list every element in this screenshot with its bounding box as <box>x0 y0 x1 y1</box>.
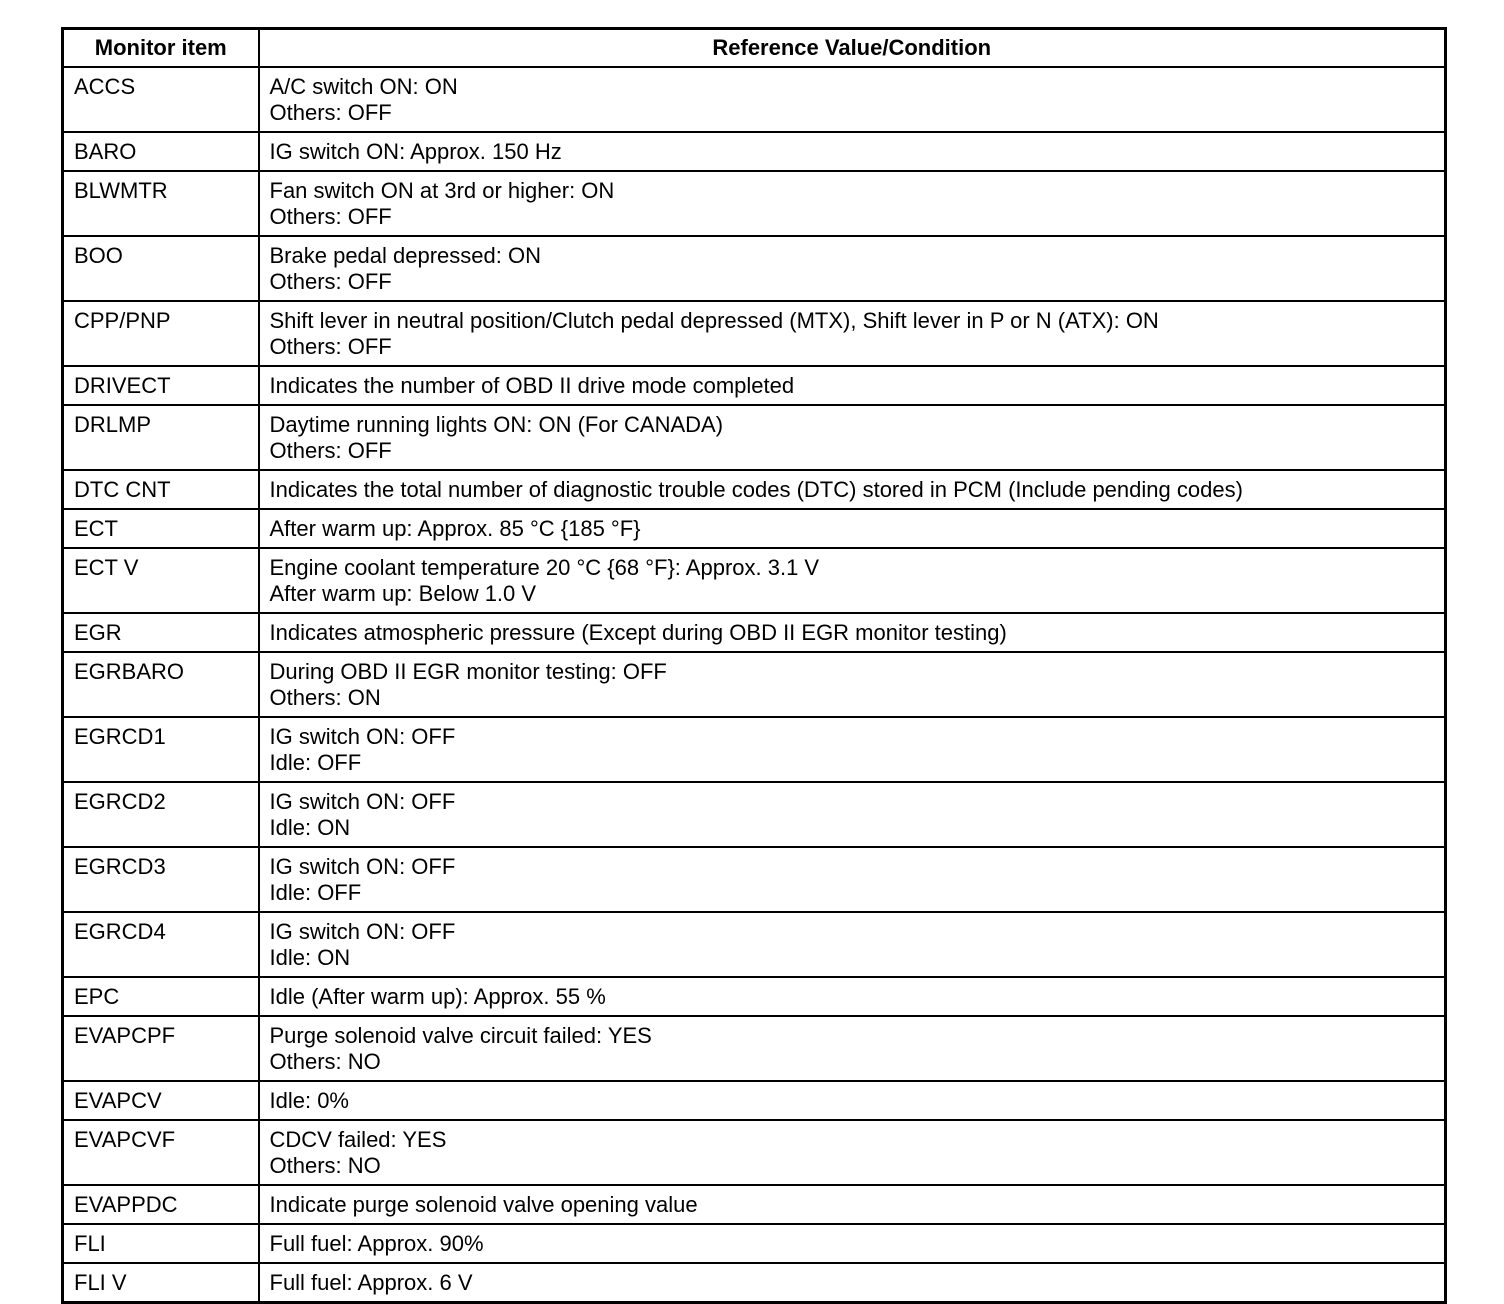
table-row <box>63 171 1446 236</box>
monitor-item-cell: EGRCD2 <box>63 782 259 847</box>
monitor-item-cell: EVAPCPF <box>63 1016 259 1081</box>
reference-value-cell: Brake pedal depressed: ON Others: OFF <box>259 236 1446 301</box>
monitor-item-cell: FLI <box>63 1224 259 1263</box>
table-row <box>63 847 1446 912</box>
monitor-item-cell: EGR <box>63 613 259 652</box>
table-body <box>63 67 1446 1303</box>
monitor-item-cell: FLI V <box>63 1263 259 1303</box>
table-row <box>63 366 1446 405</box>
table-header <box>63 29 1446 68</box>
reference-value-cell: During OBD II EGR monitor testing: OFF Others: ON <box>259 652 1446 717</box>
reference-value-cell: Shift lever in neutral position/Clutch pedal depressed (MTX), Shift lever in P or N (ATX): ON Others: OFF <box>259 301 1446 366</box>
monitor-item-cell: EGRBARO <box>63 652 259 717</box>
table-row <box>63 1016 1446 1081</box>
monitor-item-cell: ACCS <box>63 67 259 132</box>
monitor-reference-table <box>61 27 1447 1304</box>
reference-value-cell: Idle: 0% <box>259 1081 1446 1120</box>
table-row <box>63 977 1446 1016</box>
table-row <box>63 652 1446 717</box>
table-row <box>63 782 1446 847</box>
table-row <box>63 470 1446 509</box>
table-row <box>63 613 1446 652</box>
reference-value-cell: Full fuel: Approx. 6 V <box>259 1263 1446 1303</box>
reference-value-cell: Daytime running lights ON: ON (For CANADA) Others: OFF <box>259 405 1446 470</box>
monitor-item-cell: EVAPCVF <box>63 1120 259 1185</box>
reference-value-cell: Indicates atmospheric pressure (Except during OBD II EGR monitor testing) <box>259 613 1446 652</box>
reference-value-cell: Idle (After warm up): Approx. 55 % <box>259 977 1446 1016</box>
monitor-item-cell: ECT V <box>63 548 259 613</box>
monitor-item-cell: DRIVECT <box>63 366 259 405</box>
monitor-item-cell: EVAPCV <box>63 1081 259 1120</box>
table-row <box>63 1224 1446 1263</box>
reference-value-cell: After warm up: Approx. 85 °C {185 °F} <box>259 509 1446 548</box>
reference-value-cell: IG switch ON: OFF Idle: OFF <box>259 847 1446 912</box>
table-row <box>63 1120 1446 1185</box>
monitor-item-cell: DTC CNT <box>63 470 259 509</box>
table-row <box>63 236 1446 301</box>
table-row <box>63 405 1446 470</box>
reference-value-cell: IG switch ON: OFF Idle: ON <box>259 782 1446 847</box>
reference-value-cell: IG switch ON: Approx. 150 Hz <box>259 132 1446 171</box>
table-row <box>63 912 1446 977</box>
reference-value-cell: A/C switch ON: ON Others: OFF <box>259 67 1446 132</box>
monitor-item-cell: BOO <box>63 236 259 301</box>
table-row <box>63 301 1446 366</box>
table-row <box>63 548 1446 613</box>
reference-value-cell: Full fuel: Approx. 90% <box>259 1224 1446 1263</box>
table-row <box>63 509 1446 548</box>
monitor-item-cell: ECT <box>63 509 259 548</box>
monitor-item-cell: EGRCD1 <box>63 717 259 782</box>
reference-value-cell: Indicate purge solenoid valve opening value <box>259 1185 1446 1224</box>
reference-value-cell: Fan switch ON at 3rd or higher: ON Others: OFF <box>259 171 1446 236</box>
reference-value-cell: IG switch ON: OFF Idle: ON <box>259 912 1446 977</box>
table-row <box>63 132 1446 171</box>
monitor-item-cell: BARO <box>63 132 259 171</box>
reference-value-cell: CDCV failed: YES Others: NO <box>259 1120 1446 1185</box>
monitor-item-cell: BLWMTR <box>63 171 259 236</box>
reference-value-cell: Engine coolant temperature 20 °C {68 °F}: Approx. 3.1 V After warm up: Below 1.0 V <box>259 548 1446 613</box>
reference-value-cell: IG switch ON: OFF Idle: OFF <box>259 717 1446 782</box>
reference-value-cell: Indicates the total number of diagnostic trouble codes (DTC) stored in PCM (Include pending codes) <box>259 470 1446 509</box>
table-row <box>63 1185 1446 1224</box>
monitor-item-cell: EPC <box>63 977 259 1016</box>
monitor-item-cell: EGRCD3 <box>63 847 259 912</box>
table-row <box>63 67 1446 132</box>
monitor-item-cell: DRLMP <box>63 405 259 470</box>
monitor-item-cell: EVAPPDC <box>63 1185 259 1224</box>
monitor-item-cell: CPP/PNP <box>63 301 259 366</box>
column-header-reference-value: Reference Value/Condition <box>259 29 1446 68</box>
table-row <box>63 1263 1446 1303</box>
column-header-monitor-item: Monitor item <box>63 29 259 68</box>
reference-value-cell: Indicates the number of OBD II drive mode completed <box>259 366 1446 405</box>
reference-value-cell: Purge solenoid valve circuit failed: YES Others: NO <box>259 1016 1446 1081</box>
table-row <box>63 717 1446 782</box>
table-row <box>63 1081 1446 1120</box>
monitor-item-cell: EGRCD4 <box>63 912 259 977</box>
header-row <box>63 29 1446 68</box>
